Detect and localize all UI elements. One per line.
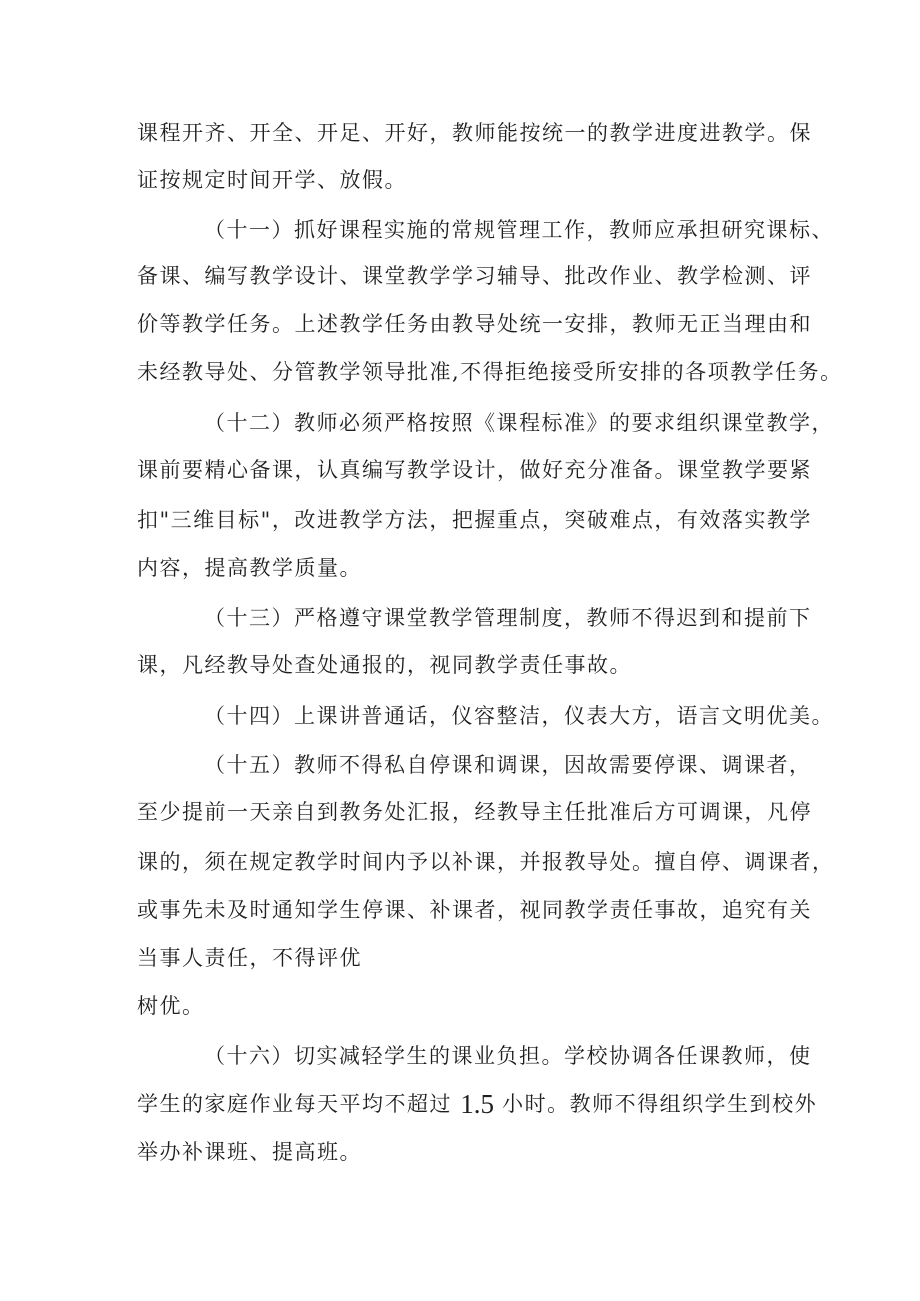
- paragraph-line: 至少提前一天亲自到教务处汇报，经教导主任批准后方可调课，凡停: [137, 800, 812, 824]
- paragraph-line: [137, 1089, 818, 1119]
- paragraph-line: （十二）教师必须严格按照《课程标准》的要求组织课堂教学，: [204, 411, 834, 435]
- paragraph-line: 课程开齐、开全、开足、开好，教师能按统一的教学进度进教学。保: [137, 121, 812, 145]
- text-segment: 学生的家庭作业每天平均不超过: [137, 1092, 452, 1116]
- paragraph-line: （十五）教师不得私自停课和调课，因故需要停课、调课者，: [204, 753, 812, 777]
- paragraph-line: 价等教学任务。上述教学任务由教导处统一安排，教师无正当理由和: [137, 312, 812, 336]
- paragraph-line: 或事先未及时通知学生停课、补课者，视同教学责任事故，追究有关: [137, 898, 812, 922]
- paragraph-line: 课前要精心备课，认真编写教学设计，做好充分准备。课堂教学要紧: [137, 458, 812, 482]
- paragraph-line: 证按规定时间开学、放假。: [137, 168, 407, 192]
- paragraph-line: （十三）严格遵守课堂教学管理制度，教师不得迟到和提前下: [204, 606, 812, 630]
- paragraph-line: （十四）上课讲普通话，仪容整洁，仪表大方，语言文明优美。: [204, 704, 834, 728]
- paragraph-line: 课的，须在规定教学时间内予以补课，并报教导处。擅自停、调课者，: [137, 850, 835, 874]
- paragraph-line: 扣"三维目标"，改进教学方法，把握重点，突破难点，有效落实教学: [137, 508, 812, 532]
- paragraph-line: 当事人责任，不得评优: [137, 946, 362, 970]
- paragraph-line: 树优。: [137, 994, 205, 1018]
- paragraph-line: 内容，提高教学质量。: [137, 556, 362, 580]
- paragraph-line: （十六）切实减轻学生的课业负担。学校协调各任课教师，使: [204, 1044, 812, 1068]
- text-segment: 小时。教师不得组织学生到校外: [502, 1092, 818, 1116]
- paragraph-line: （十一）抓好课程实施的常规管理工作，教师应承担研究课标、: [204, 218, 834, 242]
- hours-value: 1.5: [460, 1089, 494, 1119]
- paragraph-line: 课，凡经教导处查处通报的，视同教学责任事故。: [137, 653, 632, 677]
- paragraph-line: 举办补课班、提高班。: [137, 1140, 362, 1164]
- paragraph-line: 未经教导处、分管教学领导批准,不得拒绝接受所安排的各项教学任务。: [137, 360, 843, 384]
- paragraph-line: 备课、编写教学设计、课堂教学学习辅导、批改作业、教学检测、评: [137, 264, 812, 288]
